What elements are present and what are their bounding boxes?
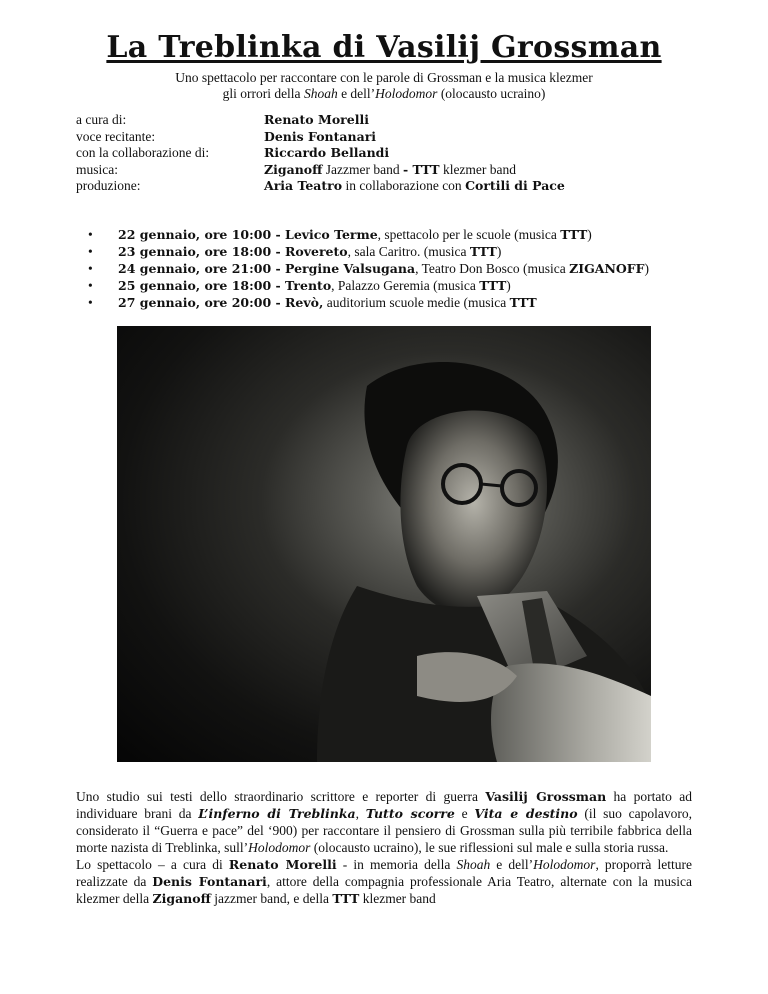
date-time: 22 gennaio, ore 10:00 - — [118, 227, 286, 242]
author-name: Vasilij Grossman — [485, 789, 607, 804]
list-item — [88, 243, 649, 260]
date-text — [118, 243, 501, 260]
credit-name: Renato Morelli — [264, 112, 369, 127]
person-name: Renato Morelli — [228, 857, 337, 872]
date-end: ) — [644, 261, 650, 276]
performance-dates — [88, 226, 649, 311]
date-desc: , sala Caritro. (musica — [347, 244, 470, 259]
book-title: Tutto scorre — [365, 806, 455, 821]
text-run: , attore della compagnia professionale Aria Teatro, alternate con la musica klezmer della — [76, 874, 692, 906]
date-place: Revò, — [285, 295, 324, 310]
subtitle-shoah: Shoah — [303, 86, 338, 101]
credit-text: Jazzmer band — [322, 161, 403, 177]
credit-name: - TTT — [403, 161, 440, 177]
italic-term: Holodomor — [248, 840, 311, 855]
date-time: 25 gennaio, ore 18:00 - — [118, 278, 286, 293]
credit-name: Ziganoff — [264, 161, 323, 177]
book-title: Vita e destino — [474, 806, 578, 821]
date-time: 24 gennaio, ore 21:00 - — [118, 261, 286, 276]
date-text — [118, 277, 511, 294]
credit-row — [76, 112, 565, 129]
date-music: ZIGANOFF — [569, 261, 645, 276]
date-place: Pergine Valsugana — [285, 261, 416, 276]
list-item — [88, 277, 649, 294]
bullet-icon: • — [88, 244, 93, 259]
text-run: , — [355, 806, 366, 821]
credit-value — [264, 178, 565, 195]
text-run: - in memoria della — [336, 857, 457, 872]
credit-value — [264, 112, 369, 129]
credit-row — [76, 129, 565, 146]
date-desc: auditorium scuole medie (musica — [323, 295, 510, 310]
date-music: TTT — [479, 278, 507, 293]
document-title: La Treblinka di Vasilij Grossman — [106, 30, 662, 65]
text-run: (il suo capolavoro, considerato il “Guerra e pace” del ‘900) per raccontare il pensiero di Grossman sulla più terribile fabbrica della morte nazista di Treblinka, sull’ — [76, 806, 693, 855]
subtitle-text: (olocausto ucraino) — [437, 86, 546, 101]
date-music: TTT — [509, 295, 537, 310]
date-time: 23 gennaio, ore 18:00 - — [118, 244, 286, 259]
paragraph — [76, 788, 692, 856]
italic-term: Holodomor — [533, 857, 596, 872]
credit-name: Aria Teatro — [264, 178, 343, 193]
bullet-icon: • — [88, 227, 93, 242]
text-run: klezmer band — [359, 891, 436, 906]
credit-text: klezmer band — [439, 161, 517, 177]
credit-value — [264, 129, 376, 146]
date-music: TTT — [469, 244, 497, 259]
subtitle-text: gli orrori della — [222, 86, 304, 101]
book-title: L’inferno di Treblinka — [198, 806, 356, 821]
paragraph — [76, 856, 692, 907]
credit-label: musica: — [76, 161, 118, 177]
date-place: Trento — [285, 278, 332, 293]
subtitle-line-2 — [0, 86, 768, 102]
bullet-icon: • — [88, 261, 93, 276]
credit-label: a cura di: — [76, 112, 127, 127]
credit-name: Riccardo Bellandi — [264, 145, 390, 160]
date-end: ) — [496, 244, 502, 259]
date-desc: , Teatro Don Bosco (musica — [415, 261, 570, 276]
person-name: Denis Fontanari — [152, 874, 267, 889]
credit-row — [76, 178, 565, 195]
text-run: Uno studio sui testi dello straordinario scrittore e reporter di guerra — [76, 789, 486, 804]
date-text — [118, 260, 649, 277]
subtitle-line-1: Uno spettacolo per raccontare con le parole di Grossman e la musica klezmer — [175, 70, 593, 85]
date-place: Levico Terme — [285, 227, 378, 242]
subtitle-text: e dell’ — [337, 86, 376, 101]
credit-name: Cortili di Pace — [465, 178, 565, 193]
subtitle-holodomor: Holodomor — [375, 86, 438, 101]
credit-row — [76, 162, 565, 179]
bullet-icon: • — [88, 278, 93, 293]
credit-value — [264, 145, 389, 162]
credit-label: con la collaborazione di: — [76, 145, 210, 160]
date-text — [118, 226, 592, 243]
text-run: e — [454, 806, 475, 821]
date-time: 27 gennaio, ore 20:00 - — [118, 295, 286, 310]
date-end: ) — [506, 278, 511, 293]
date-text — [118, 294, 537, 311]
subtitle — [0, 70, 768, 102]
list-item — [88, 226, 649, 243]
bullet-icon: • — [88, 295, 93, 310]
credit-name: Denis Fontanari — [264, 128, 377, 144]
date-desc: , spettacolo per le scuole (musica — [377, 227, 561, 242]
list-item — [88, 294, 649, 311]
text-run: (olocausto ucraino), le sue riflessioni sul male e sulla storia russa. — [310, 840, 669, 855]
list-item — [88, 260, 649, 277]
date-place: Rovereto — [285, 244, 348, 259]
text-run: , proporrà letture realizzate da — [76, 857, 693, 889]
portrait-photo — [117, 326, 651, 762]
text-run: ha portato ad individuare brani da — [76, 789, 692, 821]
credit-label: produzione: — [76, 178, 141, 193]
date-desc: , Palazzo Geremia (musica — [331, 278, 480, 293]
text-run: jazzmer band, e della — [210, 891, 333, 906]
date-music: TTT — [560, 227, 588, 242]
credits-list — [76, 112, 565, 195]
band-name: TTT — [332, 891, 360, 906]
italic-term: Shoah — [456, 857, 491, 872]
description-text — [76, 788, 692, 907]
text-run: e dell’ — [490, 857, 534, 872]
text-run: Lo spettacolo – a cura di — [76, 857, 229, 872]
date-end: ) — [587, 227, 592, 242]
portrait-illustration — [117, 326, 651, 762]
credit-text: in collaborazione con — [342, 178, 466, 193]
credit-value — [264, 162, 516, 179]
band-name: Ziganoff — [152, 891, 211, 906]
credit-label: voce recitante: — [76, 128, 156, 144]
credit-row — [76, 145, 565, 162]
